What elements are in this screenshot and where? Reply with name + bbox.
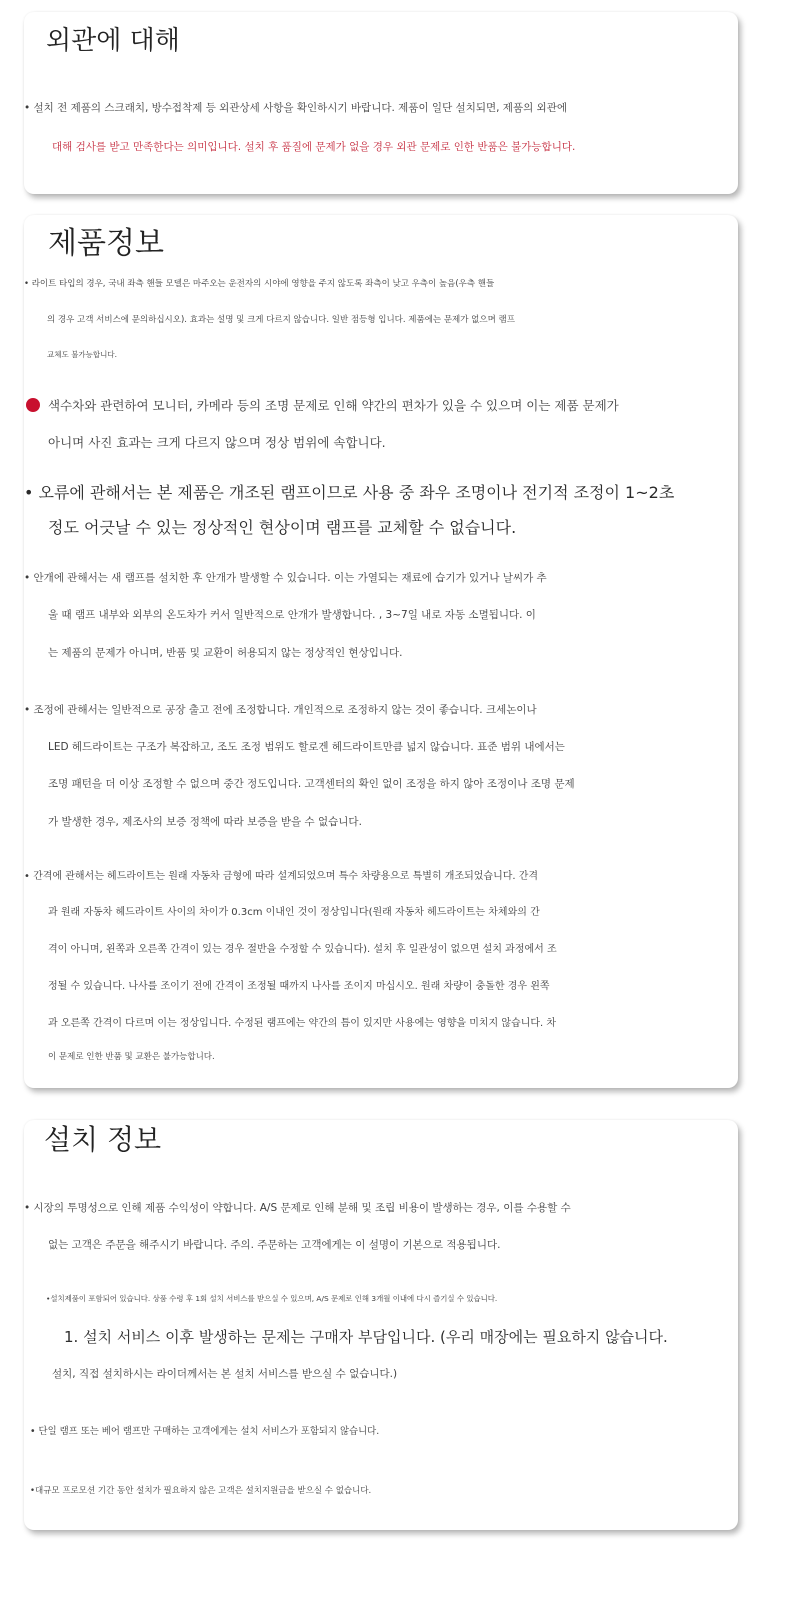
text-line: 울 때 램프 내부와 외부의 온도차가 커서 일반적으로 안개가 발생합니다. , 3~7일 내로 자동 소멸됩니다. 이 [48, 609, 536, 621]
text-line: 과 오른쪽 간격이 다르며 이는 정상입니다. 수정된 램프에는 약간의 틈이 있지만 사용에는 영향을 미치지 않습니다. 차 [48, 1018, 557, 1029]
section-title-appearance: 외관에 대해 [46, 26, 180, 56]
text-line: 조명 패턴을 더 이상 조정할 수 없으며 중간 정도입니다. 고객센터의 확인 없이 조정을 하지 않아 조정이나 조명 문제 [48, 778, 575, 790]
text-line: • 조정에 관해서는 일반적으로 공장 출고 전에 조정합니다. 개인적으로 조정하지 않는 것이 좋습니다. 크세논이나 [24, 704, 537, 716]
section-title-product-info: 제품정보 [48, 226, 164, 261]
text-line: 정될 수 있습니다. 나사를 조이기 전에 간격이 조정될 때까지 나사를 조이지 마십시오. 원래 차량이 충돌한 경우 왼쪽 [48, 981, 550, 992]
text-line: 는 제품의 문제가 아니며, 반품 및 교환이 허용되지 않는 정상적인 현상입니다. [48, 647, 403, 659]
text-line: 이 문제로 인한 반품 및 교환은 불가능합니다. [48, 1052, 215, 1062]
text-line: LED 헤드라이트는 구조가 복잡하고, 조도 조정 범위도 할로겐 헤드라이트만큼 넓지 않습니다. 표준 범위 내에서는 [48, 741, 565, 753]
text-line: • 설치 전 제품의 스크래치, 방수접착제 등 외관상세 사항을 확인하시기 바랍니다. 제품이 일단 설치되면, 제품의 외관에 [24, 102, 567, 114]
install-info-section [24, 1120, 738, 1530]
text-line: •설치제품이 포함되어 있습니다. 상품 수령 후 1회 설치 서비스를 받으실 수 있으며, A/S 문제로 인해 3개월 이내에 다시 즐기실 수 있습니다. [46, 1294, 498, 1303]
text-line: • 안개에 관해서는 새 램프를 설치한 후 안개가 발생할 수 있습니다. 이는 가열되는 재료에 습기가 있거나 날씨가 추 [24, 572, 547, 584]
text-line: • 오류에 관해서는 본 제품은 개조된 램프이므로 사용 중 좌우 조명이나 전기적 조정이 1~2초 [24, 483, 675, 502]
text-line: •대규모 프로모션 기간 동안 설치가 필요하지 않은 고객은 설치지원금을 받으실 수 없습니다. [30, 1486, 372, 1496]
red-bullet-icon [26, 398, 40, 412]
text-line: 가 발생한 경우, 제조사의 보증 정책에 따라 보증을 받을 수 없습니다. [48, 816, 362, 828]
text-line: 설치, 직접 설치하시는 라이더께서는 본 설치 서비스를 받으실 수 없습니다.) [52, 1368, 398, 1380]
text-line-red: 대해 검사를 받고 만족한다는 의미입니다. 설치 후 품질에 문제가 없을 경우 외관 문제로 인한 반품은 불가능합니다. [52, 141, 576, 153]
text-line: • 라이트 타입의 경우, 국내 좌측 핸들 모델은 마주오는 운전자의 시야에 영향을 주지 않도록 좌측이 낮고 우측이 높음(우측 핸들 [24, 279, 495, 289]
text-line: 의 경우 고객 서비스에 문의하십시오). 효과는 설명 및 크게 다르지 않습니다. 일반 점등형 입니다. 제품에는 문제가 없으며 램프 [47, 315, 515, 325]
text-line: 아니며 사진 효과는 크게 다르지 않으며 정상 범위에 속합니다. [48, 435, 386, 450]
text-line: • 단일 램프 또는 베어 램프만 구매하는 고객에게는 설치 서비스가 포함되지 않습니다. [30, 1426, 380, 1437]
text-line: 교체도 불가능합니다. [47, 350, 117, 359]
text-line: • 시장의 투명성으로 인해 제품 수익성이 약합니다. A/S 문제로 인해 분해 및 조립 비용이 발생하는 경우, 이를 수용할 수 [24, 1202, 571, 1214]
text-line: • 간격에 관해서는 헤드라이트는 원래 자동차 금형에 따라 설계되었으며 특수 차량용으로 특별히 개조되었습니다. 간격 [24, 871, 539, 882]
text-line: 정도 어긋날 수 있는 정상적인 현상이며 램프를 교체할 수 없습니다. [48, 518, 517, 537]
text-line: 1. 설치 서비스 이후 발생하는 문제는 구매자 부담입니다. (우리 매장에는 필요하지 않습니다. [64, 1328, 668, 1346]
text-line: 격이 아니며, 왼쪽과 오른쪽 간격이 있는 경우 절반을 수정할 수 있습니다). 설치 후 일관성이 없으면 설치 과정에서 조 [48, 944, 557, 955]
section-title-install-info: 설치 정보 [44, 1123, 162, 1156]
text-line: 과 원래 자동차 헤드라이트 사이의 차이가 0.3cm 이내인 것이 정상입니다(원래 자동차 헤드라이트는 차체와의 간 [48, 907, 540, 918]
text-line: 색수차와 관련하여 모니터, 카메라 등의 조명 문제로 인해 약간의 편차가 있을 수 있으며 이는 제품 문제가 [48, 398, 619, 413]
text-line: 없는 고객은 주문을 해주시기 바랍니다. 주의. 주문하는 고객에게는 이 설명이 기본으로 적용됩니다. [48, 1239, 501, 1251]
